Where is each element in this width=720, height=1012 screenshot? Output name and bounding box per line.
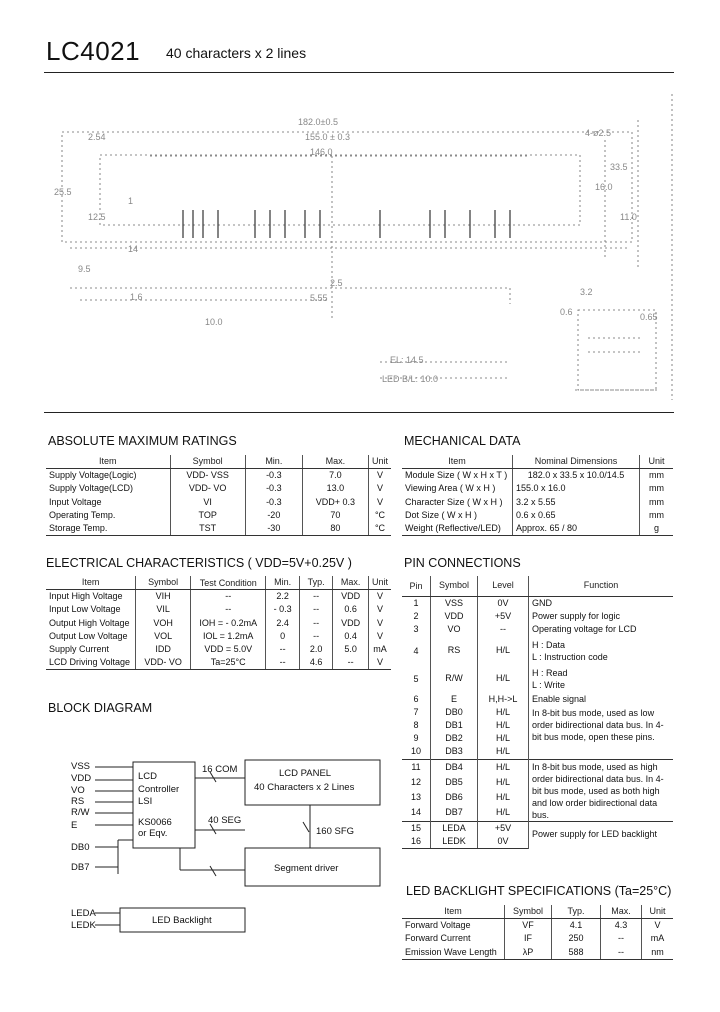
- table-row: Operating Temp. TOP -20 70 °C: [46, 509, 391, 522]
- table-row: 2 VDD +5V Power supply for logic: [402, 610, 673, 623]
- table-row: 5 R/W H/L H : Read L : Write: [402, 665, 673, 693]
- table-row: 7 DB0 H/L In 8-bit bus mode, used as low order bidirectional data bus. In 4-bit bus mode, open these pins.: [402, 706, 673, 719]
- col-unit: Unit: [368, 576, 391, 590]
- col-item: Item: [402, 455, 513, 469]
- col-pin: Pin: [402, 576, 431, 597]
- dim-0-65: 0.65: [640, 312, 658, 322]
- pin-connections-title: PIN CONNECTIONS: [404, 556, 521, 570]
- electrical-title: ELECTRICAL CHARACTERISTICS ( VDD=5V+0.25V ): [46, 556, 352, 570]
- table-row: Viewing Area ( W x H ) 155.0 x 16.0 mm: [402, 482, 673, 495]
- pin-label-1: 1: [128, 196, 134, 206]
- led-table: [402, 905, 673, 960]
- col-unit: Unit: [642, 905, 674, 919]
- seg-label: 40 SEG: [208, 815, 242, 826]
- dim-0-6: 0.6: [560, 307, 573, 317]
- table-row: 4 RS H/L H : Data L : Instruction code: [402, 637, 673, 665]
- dim-width: 182.0±0.5: [298, 117, 338, 127]
- col-function: Function: [529, 576, 674, 597]
- dim-10: 10.0: [205, 317, 223, 327]
- panel-line-2: 40 Characters x 2 Lines: [254, 782, 355, 793]
- high-bus-note: In 8-bit bus mode, used as high order bidirectional data bus. In 4-bit bus mode, used as both high and low order bidirectional data bus.: [529, 759, 674, 821]
- col-item: Item: [402, 905, 505, 919]
- electrical-table: [46, 576, 391, 670]
- note-led: LED B/L: 10.0: [382, 374, 439, 384]
- table-row: Output Low Voltage VOL IOL = 1.2mA 0 -- 0.4 V: [46, 630, 391, 643]
- pin-table: [402, 576, 673, 849]
- abs-max-table: [46, 455, 391, 536]
- table-row: 12 DB5 H/L: [402, 775, 673, 790]
- col-symbol: Symbol: [136, 576, 191, 590]
- table-row: 8 DB1 H/L: [402, 719, 673, 732]
- col-unit: Unit: [640, 455, 674, 469]
- table-row: Supply Current IDD VDD = 5.0V -- 2.0 5.0 mA: [46, 643, 391, 656]
- pin-vss: VSS: [71, 761, 91, 772]
- col-unit: Unit: [368, 455, 391, 469]
- pin-vo: VO: [71, 785, 85, 796]
- dim-1-6: 1.6: [130, 292, 143, 302]
- table-row: Dot Size ( W x H ) 0.6 x 0.65 mm: [402, 509, 673, 522]
- table-row: 11 DB4 H/L In 8-bit bus mode, used as high order bidirectional data bus. In 4-bit bus mode, used as both high and low order bidirectional data bus.: [402, 759, 673, 775]
- table-row: Output High Voltage VOH IOH = - 0.2mA 2.4 -- VDD V: [46, 617, 391, 630]
- dim-11: 11.0: [620, 212, 637, 222]
- block-diagram: [60, 750, 390, 940]
- controller-line-3: LSI: [138, 796, 153, 807]
- dim-9-5: 9.5: [78, 264, 91, 274]
- table-row: Input High Voltage VIH -- 2.2 -- VDD V: [46, 590, 391, 604]
- table-row: Supply Voltage(LCD) VDD- VO -0.3 13.0 V: [46, 482, 391, 495]
- abs-max-title: ABSOLUTE MAXIMUM RATINGS: [48, 434, 237, 448]
- table-row: 13 DB6 H/L: [402, 790, 673, 805]
- table-row: Input Low Voltage VIL -- - 0.3 -- 0.6 V: [46, 603, 391, 616]
- pin-label-14: 14: [128, 244, 139, 254]
- led-spec-title: LED BACKLIGHT SPECIFICATIONS (Ta=25°C): [406, 884, 672, 898]
- dim-33-5: 33.5: [610, 162, 628, 172]
- dim-2-5: 2.5: [330, 278, 343, 288]
- col-max: Max.: [601, 905, 642, 919]
- table-row: Character Size ( W x H ) 3.2 x 5.55 mm: [402, 496, 673, 509]
- dim-holes: 4-ø2.5: [585, 128, 612, 138]
- col-max: Max.: [302, 455, 368, 469]
- dim-3-2: 3.2: [580, 287, 593, 297]
- table-row: Weight (Reflective/LED) Approx. 65 / 80 g: [402, 522, 673, 536]
- table-row: Supply Voltage(Logic) VDD- VSS -0.3 7.0 V: [46, 469, 391, 483]
- com-label: 16 COM: [202, 764, 238, 775]
- model-description: 40 characters x 2 lines: [166, 45, 307, 61]
- pin-db0: DB0: [71, 842, 90, 853]
- controller-line-5: or Eqv.: [138, 828, 168, 839]
- table-row: 9 DB2 H/L: [402, 732, 673, 745]
- col-typ: Typ.: [299, 576, 332, 590]
- dim-view-width: 155.0 ± 0.3: [305, 132, 350, 142]
- col-min: Min.: [245, 455, 302, 469]
- dim-16: 16.0: [595, 182, 613, 192]
- dim-pitch: 2.54: [88, 132, 106, 142]
- dim-5-55: 5.55: [310, 293, 328, 303]
- pin-ledk: LEDK: [71, 920, 96, 931]
- table-row: Storage Temp. TST -30 80 °C: [46, 522, 391, 536]
- mechanical-title: MECHANICAL DATA: [404, 434, 521, 448]
- mechanical-drawing: [40, 80, 680, 420]
- low-bus-note: In 8-bit bus mode, used as low order bidirectional data bus. In 4-bit bus mode, open these pins.: [529, 706, 674, 759]
- mechanical-table: [402, 455, 673, 536]
- table-row: Forward Current IF 250 -- mA: [402, 932, 673, 945]
- dim-25-5: 25.5: [54, 187, 72, 197]
- table-row: Module Size ( W x H x T ) 182.0 x 33.5 x 10.0/14.5 mm: [402, 469, 673, 483]
- pin-leda: LEDA: [71, 908, 96, 919]
- col-symbol: Symbol: [170, 455, 245, 469]
- segment-driver-label: Segment driver: [274, 863, 339, 874]
- dim-inner-width: 146.0: [310, 147, 333, 157]
- table-row: 14 DB7 H/L: [402, 805, 673, 821]
- table-row: LCD Driving Voltage VDD- VO Ta=25°C -- 4.6 -- V: [46, 656, 391, 670]
- header-rule: [44, 72, 674, 73]
- col-symbol: Symbol: [505, 905, 552, 919]
- pin-e: E: [71, 820, 78, 831]
- table-row: 15 LEDA +5V Power supply for LED backlight: [402, 821, 673, 835]
- col-condition: Test Condition: [191, 576, 266, 590]
- table-row: Forward Voltage VF 4.1 4.3 V: [402, 919, 673, 933]
- pin-db7: DB7: [71, 862, 90, 873]
- col-typ: Typ.: [552, 905, 601, 919]
- note-el: EL: 14.5: [390, 355, 424, 365]
- table-row: 3 VO -- Operating voltage for LCD: [402, 623, 673, 636]
- controller-line-4: KS0066: [138, 817, 172, 828]
- drawing-rule: [44, 412, 674, 413]
- pin-vdd: VDD: [71, 773, 92, 784]
- controller-line-1: LCD: [138, 771, 158, 782]
- model-title: LC4021: [46, 36, 141, 66]
- pin-rw: R/W: [71, 807, 90, 818]
- block-diagram-title: BLOCK DIAGRAM: [48, 701, 153, 715]
- backlight-label: LED Backlight: [152, 915, 212, 926]
- panel-line-1: LCD PANEL: [279, 768, 332, 779]
- col-symbol: Symbol: [431, 576, 478, 597]
- col-max: Max.: [333, 576, 369, 590]
- table-row: 16 LEDK 0V: [402, 835, 673, 849]
- table-row: Emission Wave Length λP 588 -- nm: [402, 946, 673, 960]
- pin-rs: RS: [71, 796, 85, 807]
- table-row: Input Voltage VI -0.3 VDD+ 0.3 V: [46, 496, 391, 509]
- col-item: Item: [46, 455, 170, 469]
- col-level: Level: [478, 576, 529, 597]
- table-row: 6 E H,H->L Enable signal: [402, 693, 673, 706]
- col-dimensions: Nominal Dimensions: [513, 455, 640, 469]
- controller-line-2: Controller: [138, 784, 180, 795]
- dim-12-5: 12.5: [88, 212, 106, 222]
- sfg-label: 160 SFG: [316, 826, 355, 837]
- col-item: Item: [46, 576, 136, 590]
- table-row: 10 DB3 H/L: [402, 745, 673, 759]
- table-row: 1 VSS 0V GND: [402, 597, 673, 611]
- col-min: Min.: [266, 576, 300, 590]
